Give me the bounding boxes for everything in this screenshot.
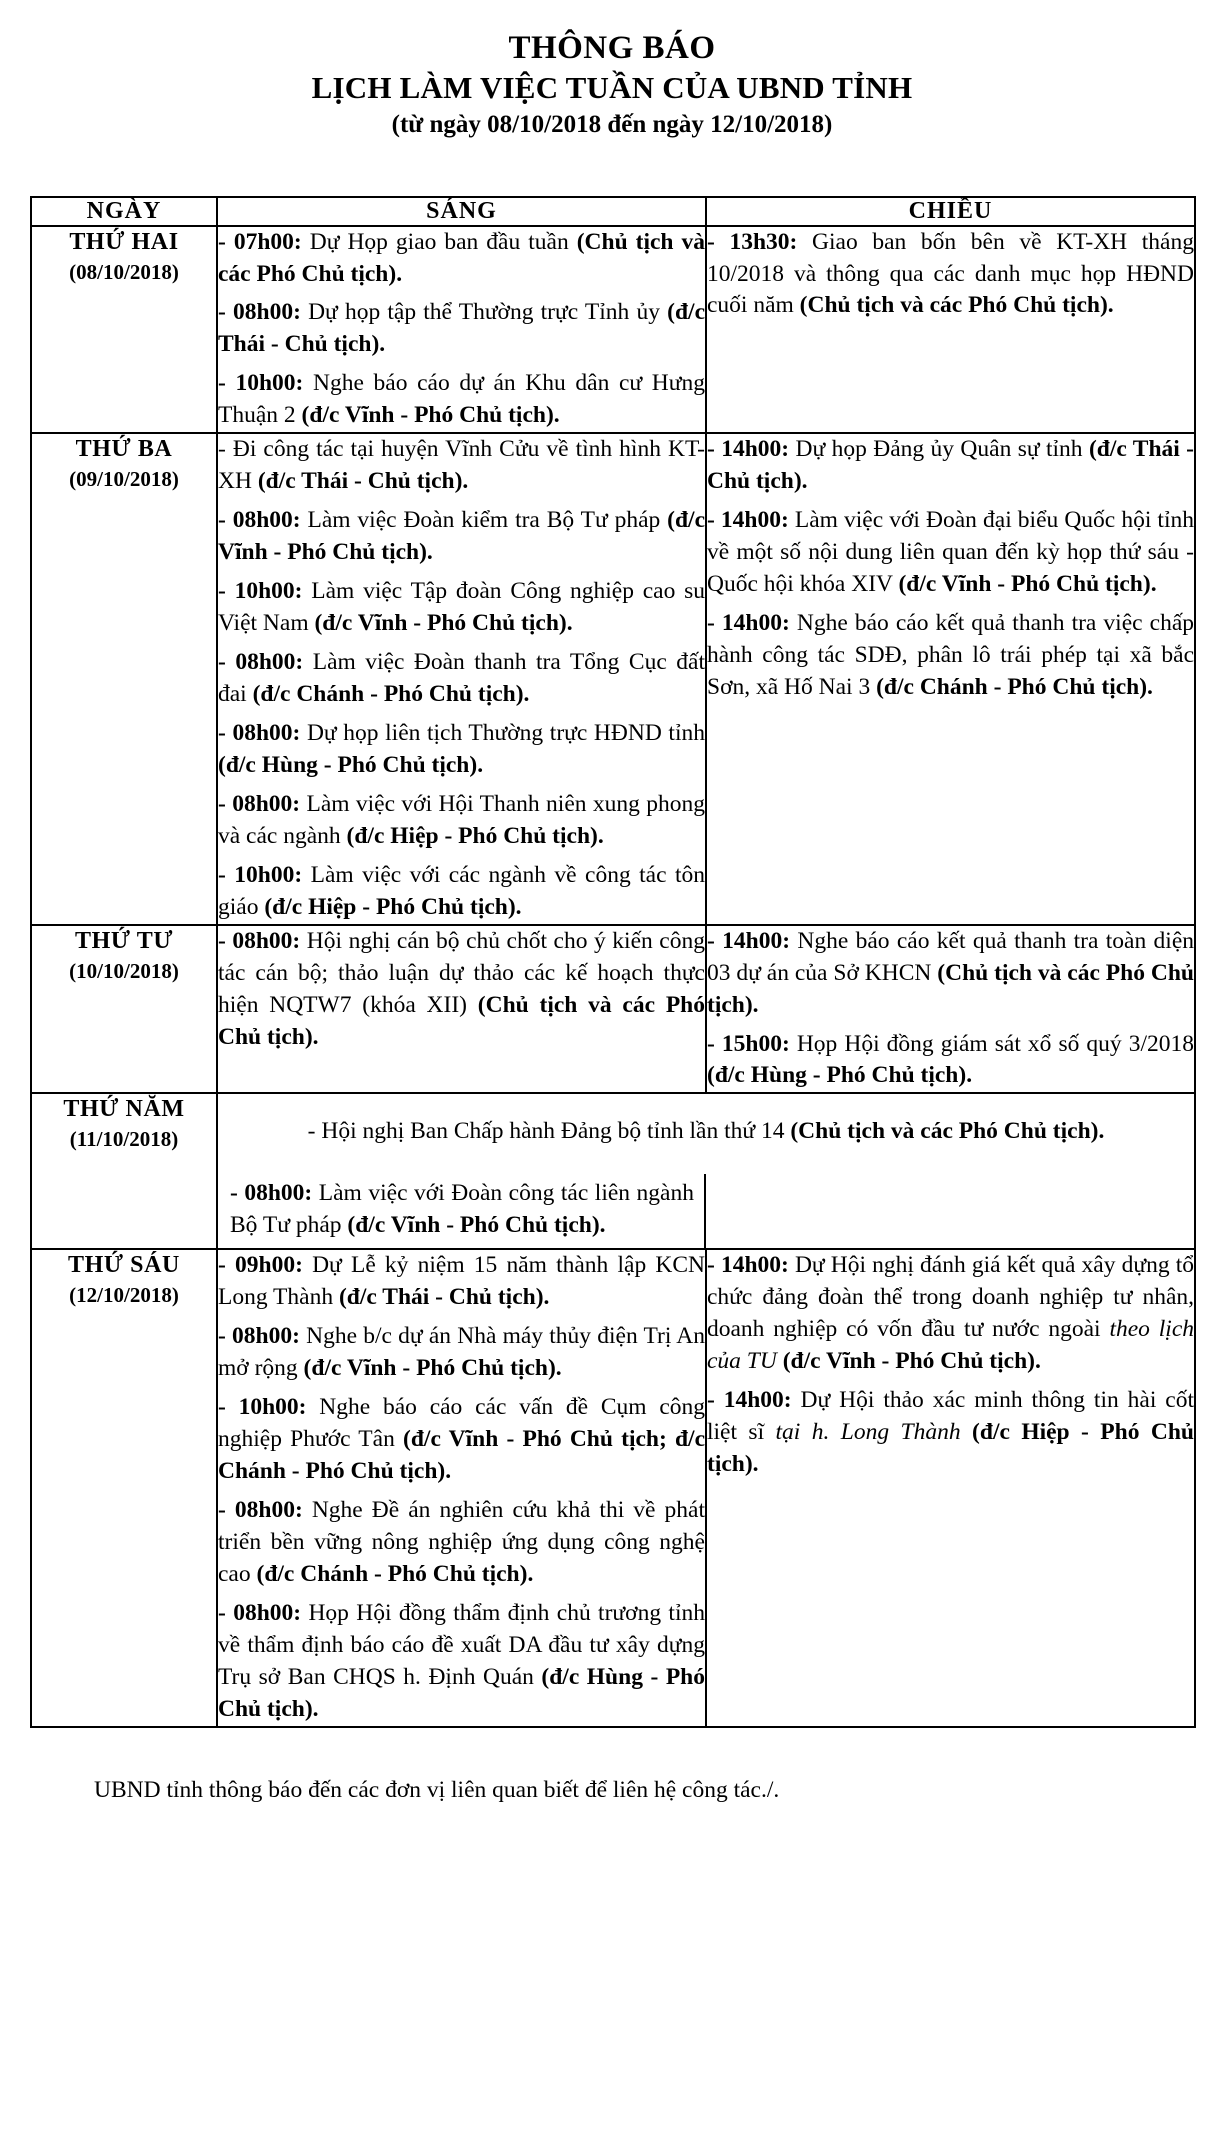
morning-cell <box>217 925 706 1094</box>
schedule-entry: - 09h00: Dự Lễ kỷ niệm 15 năm thành lập KCN Long Thành (đ/c Thái - Chủ tịch). <box>218 1252 705 1311</box>
day-date: (09/10/2018) <box>69 467 179 492</box>
morning-cell <box>217 1249 706 1726</box>
table-row <box>31 925 1195 1094</box>
schedule-entry: - 10h00: Nghe báo cáo các vấn đề Cụm công nghiệp Phước Tân (đ/c Vĩnh - Phó Chủ tịch; đ/c Chánh - Phó Chủ tịch). <box>218 1394 706 1484</box>
day-name: THỨ NĂM <box>63 1096 185 1123</box>
all-day-entry: - Hội nghị Ban Chấp hành Đảng bộ tỉnh lần thứ 14 (Chủ tịch và các Phó Chủ tịch). <box>307 1118 1105 1145</box>
schedule-entry: - 14h00: Dự họp Đảng ủy Quân sự tỉnh (đ/c Thái - Chủ tịch). <box>707 436 1195 495</box>
page-subtitle: LỊCH LÀM VIỆC TUẦN CỦA UBND TỈNH <box>311 69 913 105</box>
morning-half <box>218 1174 706 1248</box>
day-name: THỨ BA <box>75 436 173 463</box>
day-cell <box>31 925 217 1094</box>
day-cell <box>31 1249 217 1726</box>
schedule-entry: - 10h00: Làm việc với các ngành về công tác tôn giáo (đ/c Hiệp - Phó Chủ tịch). <box>218 861 705 920</box>
schedule-entry: - 08h00: Dự họp liên tịch Thường trực HĐND tỉnh (đ/c Hùng - Phó Chủ tịch). <box>218 719 705 778</box>
schedule-entry: - Đi công tác tại huyện Vĩnh Cửu về tình hình KT-XH (đ/c Thái - Chủ tịch). <box>218 436 705 495</box>
table-header-row <box>31 197 1195 226</box>
afternoon-cell <box>706 1249 1195 1726</box>
day-name: THỨ TƯ <box>74 927 174 954</box>
schedule-entry: - 07h00: Dự Họp giao ban đầu tuần (Chủ tịch và các Phó Chủ tịch). <box>218 228 705 287</box>
column-header-morning: SÁNG <box>217 197 706 226</box>
merged-session-cell <box>217 1093 1195 1249</box>
afternoon-cell <box>706 925 1195 1094</box>
schedule-entry: - 14h00: Nghe báo cáo kết quả thanh tra toàn diện 03 dự án của Sở KHCN (Chủ tịch và các Phó Chủ tịch). <box>707 927 1194 1018</box>
table-row <box>31 433 1195 924</box>
schedule-entry: - 08h00: Làm việc Đoàn thanh tra Tổng Cục đất đai (đ/c Chánh - Phó Chủ tịch). <box>218 649 705 707</box>
schedule-entry: - 14h00: Dự Hội thảo xác minh thông tin hài cốt liệt sĩ tại h. Long Thành (đ/c Hiệp - Phó Chủ tịch). <box>707 1387 1194 1477</box>
table-row <box>31 1249 1195 1726</box>
schedule-table-wrapper <box>30 196 1194 1728</box>
schedule-entry: - 08h00: Họp Hội đồng thẩm định chủ trương tỉnh về thẩm định báo cáo đề xuất DA đầu tư xây dựng Trụ sở Ban CHQS h. Định Quán (đ/c Hùng - Phó Chủ tịch). <box>218 1599 705 1722</box>
column-header-afternoon: CHIỀU <box>706 197 1195 226</box>
table-header <box>31 197 1195 226</box>
date-range: (từ ngày 08/10/2018 đến ngày 12/10/2018) <box>391 110 833 138</box>
schedule-entry: - 08h00: Làm việc với Hội Thanh niên xung phong và các ngành (đ/c Hiệp - Phó Chủ tịch). <box>218 790 705 849</box>
schedule-entry: - 08h00: Dự họp tập thể Thường trực Tỉnh ủy (đ/c Thái - Chủ tịch). <box>218 299 706 358</box>
footer-note: UBND tỉnh thông báo đến các đơn vị liên quan biết để liên hệ công tác./. <box>94 1776 780 1803</box>
day-name: THỨ SÁU <box>68 1252 180 1279</box>
table-row <box>31 226 1195 434</box>
afternoon-cell <box>706 433 1195 924</box>
morning-cell <box>217 433 706 924</box>
schedule-entry: - 08h00: Làm việc Đoàn kiểm tra Bộ Tư pháp (đ/c Vĩnh - Phó Chủ tịch). <box>218 507 705 566</box>
day-cell <box>31 226 217 434</box>
table-row <box>31 1093 1195 1249</box>
day-date: (08/10/2018) <box>69 259 179 284</box>
schedule-entry: - 14h00: Nghe báo cáo kết quả thanh tra việc chấp hành công tác SDĐ, phân lô trái phép tại xã bắc Sơn, xã Hố Nai 3 (đ/c Chánh - Phó Chủ tịch). <box>707 610 1194 700</box>
page-title: THÔNG BÁO <box>508 30 716 66</box>
schedule-entry: - 14h00: Dự Hội nghị đánh giá kết quả xây dựng tổ chức đảng đoàn thể trong doanh nghiệp tư nhân, doanh nghiệp có vốn đầu tư nước ngoài theo lịch của TU (đ/c Vĩnh - Phó Chủ tịch). <box>707 1252 1194 1375</box>
schedule-entry: - 08h00: Làm việc với Đoàn công tác liên ngành Bộ Tư pháp (đ/c Vĩnh - Phó Chủ tịch). <box>230 1180 694 1239</box>
schedule-entry: - 10h00: Nghe báo cáo dự án Khu dân cư Hưng Thuận 2 (đ/c Vĩnh - Phó Chủ tịch). <box>218 370 705 429</box>
schedule-entry: - 08h00: Nghe Đề án nghiên cứu khả thi về phát triển bền vững nông nghiệp ứng dụng công nghệ cao (đ/c Chánh - Phó Chủ tịch). <box>218 1496 705 1587</box>
day-name: THỨ HAI <box>69 228 179 255</box>
morning-cell <box>217 226 706 434</box>
document-header <box>0 0 1224 140</box>
weekly-schedule-table <box>30 196 1196 1728</box>
schedule-entry: - 13h30: Giao ban bốn bên về KT-XH tháng 10/2018 và thông qua các danh mục họp HĐND cuối năm (Chủ tịch và các Phó Chủ tịch). <box>707 228 1194 319</box>
afternoon-cell <box>706 226 1195 434</box>
schedule-entry: - 08h00: Hội nghị cán bộ chủ chốt cho ý kiến công tác cán bộ; thảo luận dự thảo các kế hoạch thực hiện NQTW7 (khóa XII) (Chủ tịch và các Phó Chủ tịch). <box>218 927 705 1050</box>
day-date: (10/10/2018) <box>69 958 179 983</box>
day-date: (11/10/2018) <box>69 1127 179 1152</box>
merged-bottom-split <box>218 1174 1194 1248</box>
table-body <box>31 226 1195 1727</box>
afternoon-half <box>706 1174 1194 1248</box>
day-cell <box>31 433 217 924</box>
column-header-day: NGÀY <box>31 197 217 226</box>
schedule-entry: - 10h00: Làm việc Tập đoàn Công nghiệp cao su Việt Nam (đ/c Vĩnh - Phó Chủ tịch). <box>218 578 705 637</box>
day-date: (12/10/2018) <box>69 1283 179 1308</box>
schedule-entry: - 15h00: Họp Hội đồng giám sát xổ số quý 3/2018 (đ/c Hùng - Phó Chủ tịch). <box>707 1030 1194 1089</box>
schedule-entry: - 08h00: Nghe b/c dự án Nhà máy thủy điện Trị An mở rộng (đ/c Vĩnh - Phó Chủ tịch). <box>218 1323 705 1382</box>
schedule-entry: - 14h00: Làm việc với Đoàn đại biểu Quốc hội tỉnh về một số nội dung liên quan đến kỳ họp thứ sáu - Quốc hội khóa XIV (đ/c Vĩnh - Phó Chủ tịch). <box>707 507 1194 598</box>
day-cell <box>31 1093 217 1249</box>
